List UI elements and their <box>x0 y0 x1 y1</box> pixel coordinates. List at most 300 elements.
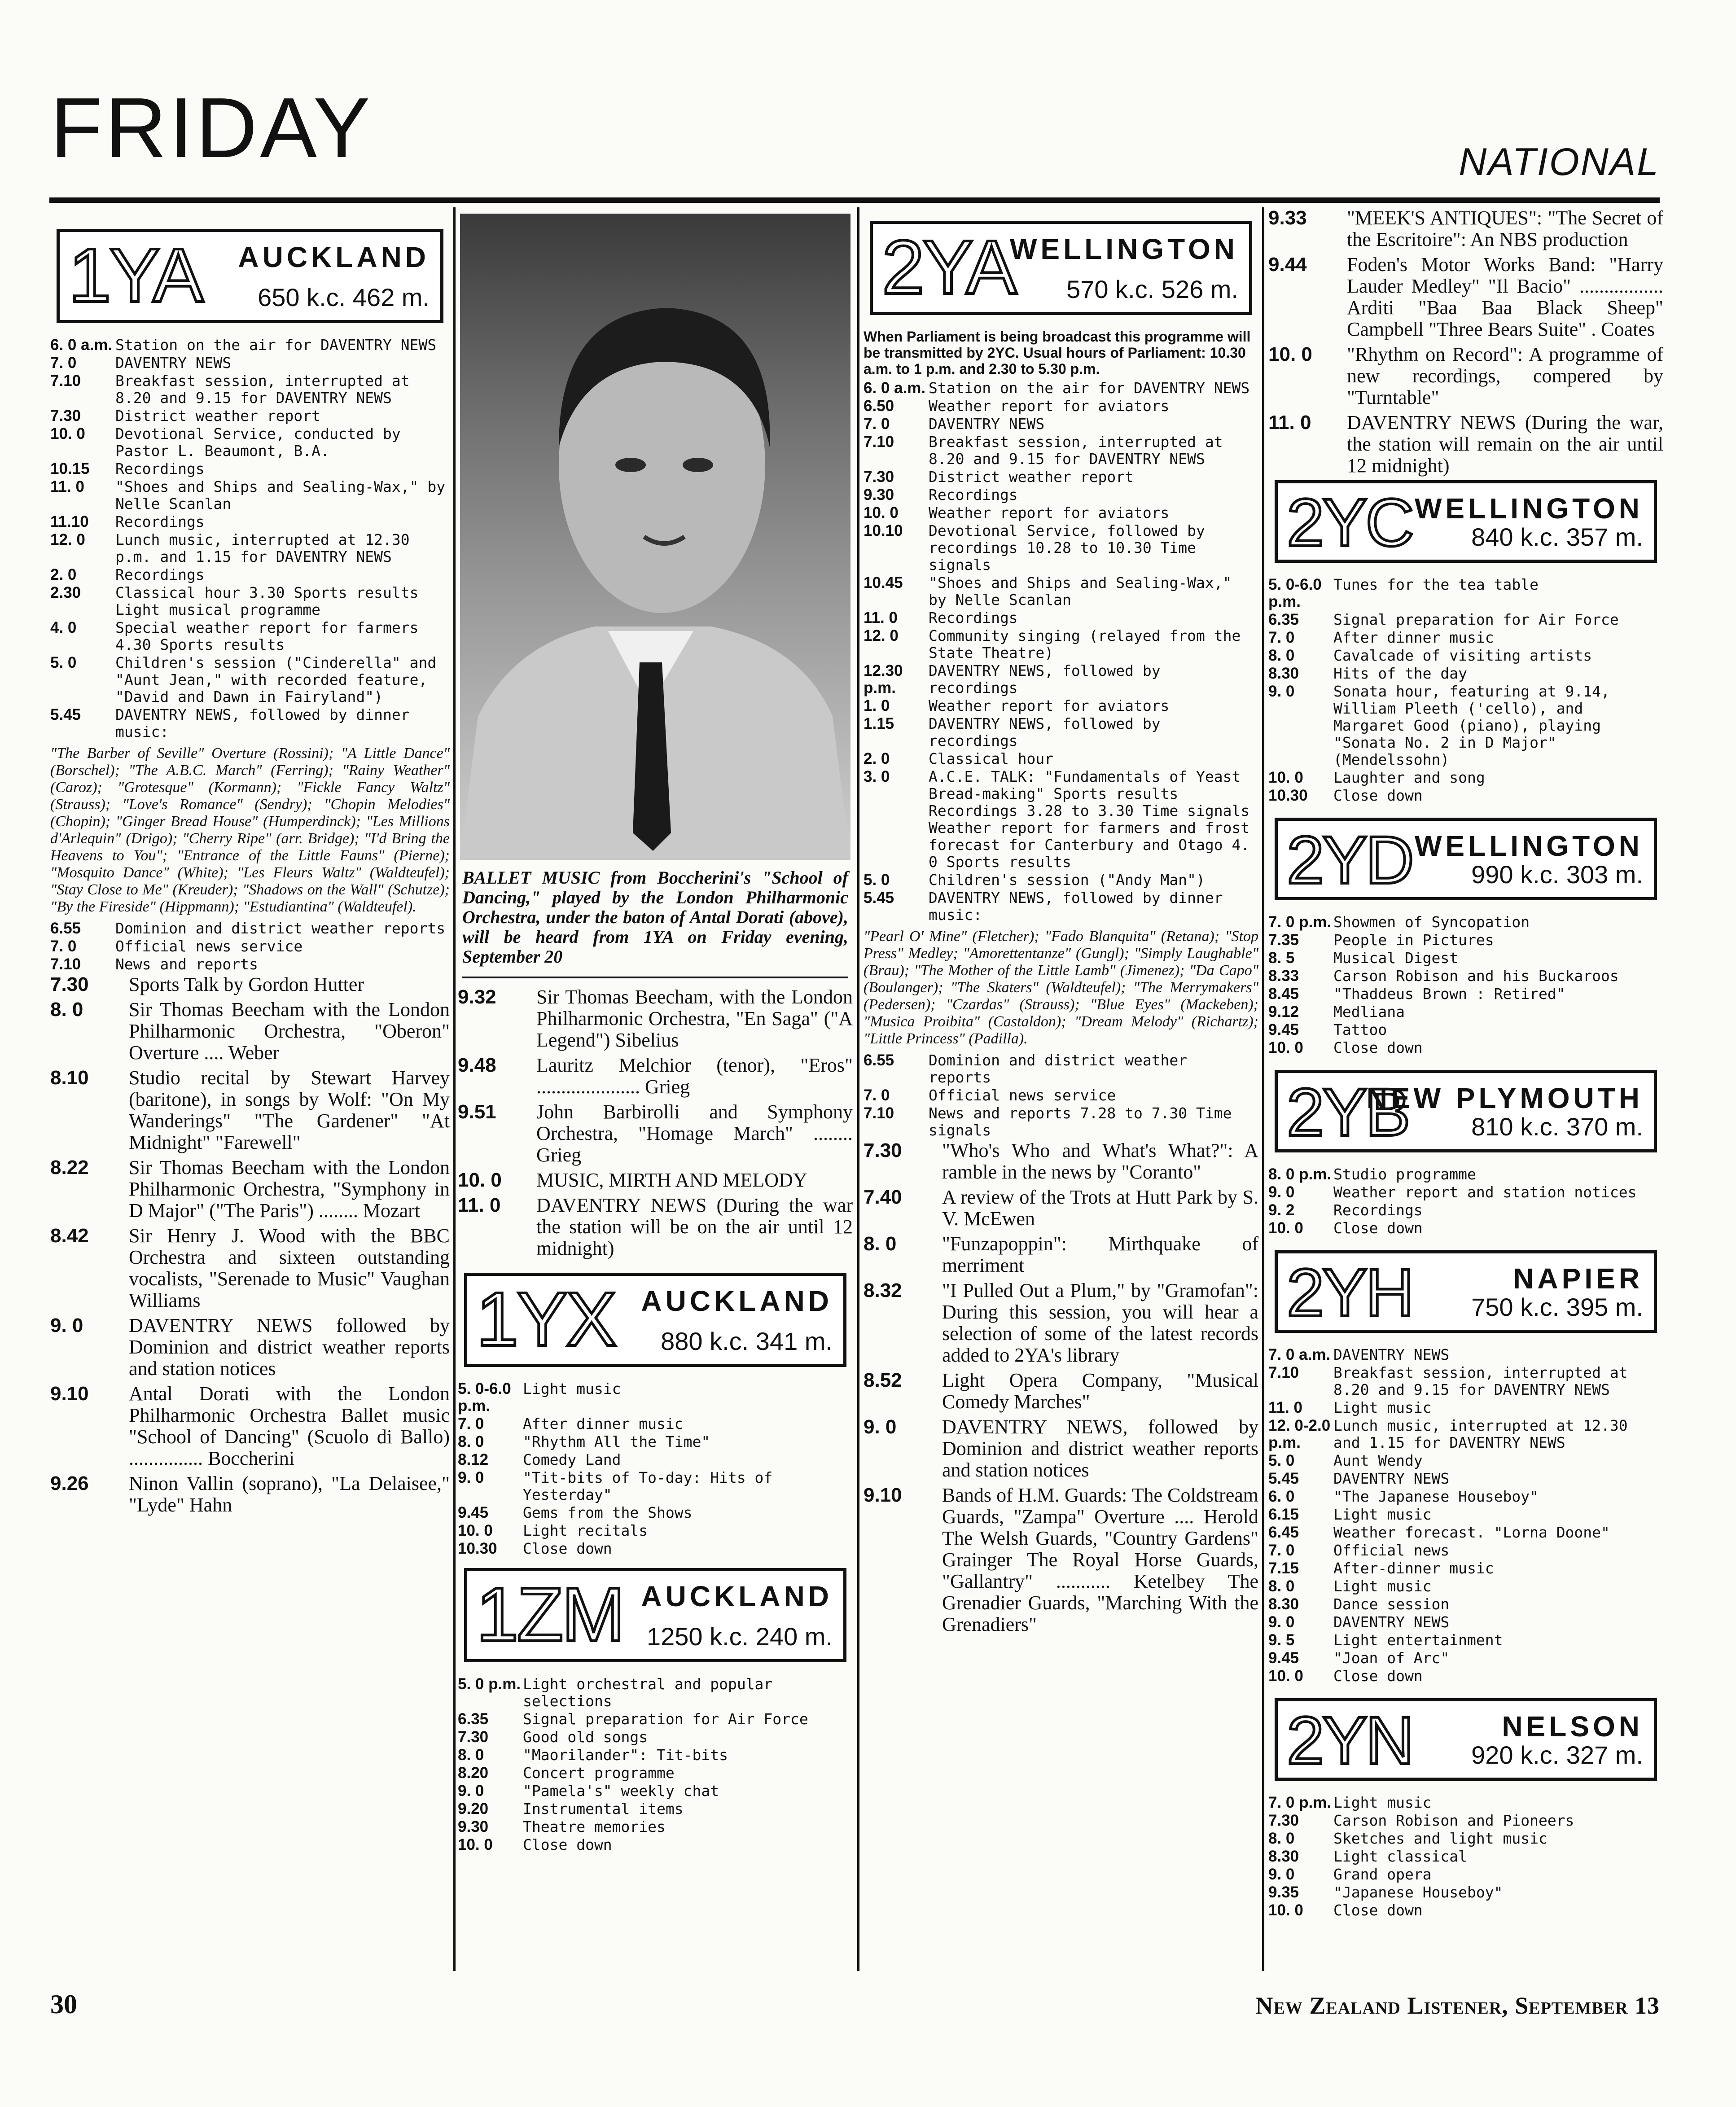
programme-description: A review of the Trots at Hutt Park by S. V. McEwen <box>942 1186 1258 1230</box>
programme-description: Weather forecast. "Lorna Doone" <box>1333 1524 1610 1541</box>
programme-description: Breakfast session, interrupted at 8.20 and 9.15 for DAVENTRY NEWS <box>1333 1364 1628 1398</box>
station-name: NAPIER <box>1513 1262 1643 1295</box>
programme-item <box>1268 611 1663 628</box>
station-box-2yd <box>1275 818 1657 900</box>
programme-time: 8.30 <box>1268 1848 1299 1865</box>
programme-time: 10.30 <box>1268 787 1308 804</box>
programme-time: 7.30 <box>458 1728 489 1746</box>
programme-item <box>1268 932 1663 949</box>
programme-time: 8. 5 <box>1268 949 1295 967</box>
programme-description: Close down <box>523 1836 612 1853</box>
programme-time: 9. 0 <box>458 1469 484 1486</box>
programme-description: Foden's Motor Works Band: "Harry Lauder Medley" "Il Bacio" ................. Arditi "Baa Baa Black Sheep" Campbell "Three Bears Suite" . Coates <box>1347 254 1663 340</box>
programme-description: DAVENTRY NEWS (During the war, the station will remain on the air until 12 midnight) <box>1347 412 1663 477</box>
column-divider <box>453 207 456 1971</box>
programme-item <box>1268 1452 1663 1469</box>
programme-item <box>1268 1866 1663 1883</box>
programme-item <box>458 1101 853 1166</box>
programme-time: 5. 0-6.0 p.m. <box>1268 576 1322 610</box>
programme-item <box>458 1195 853 1259</box>
programme-description: Recordings <box>929 609 1018 626</box>
programme-time: 10.45 <box>864 574 903 591</box>
programme-time: 8. 0 <box>1268 1577 1295 1595</box>
programme-description: Light orchestral and popular selections <box>523 1675 773 1710</box>
publication-footer: New Zealand Listener, September 13 <box>1255 1992 1660 2019</box>
station-box-2yc <box>1275 480 1657 563</box>
programme-time: 7.30 <box>864 468 894 486</box>
station-box-1ya <box>57 229 443 323</box>
programme-item <box>458 1469 853 1503</box>
programme-time: 12.30 p.m. <box>864 662 903 696</box>
station-box-2yb <box>1275 1070 1657 1152</box>
programme-description: News and reports 7.28 to 7.30 Time signals <box>929 1104 1232 1139</box>
programme-item <box>1268 1202 1663 1219</box>
programme-description: Laughter and song <box>1333 769 1485 786</box>
programme-item <box>1268 1830 1663 1847</box>
station-frequency: 920 k.c. 327 m. <box>1471 1741 1643 1769</box>
programme-time: 6.55 <box>50 920 81 937</box>
programme-description: "Maorilander": Tit-bits <box>523 1746 728 1764</box>
programme-time: 8.20 <box>458 1764 489 1782</box>
programme-item <box>864 1105 1258 1139</box>
station-name: AUCKLAND <box>641 1580 833 1612</box>
page-day-heading: FRIDAY <box>50 80 373 175</box>
programme-description: Carson Robison and his Buckaroos <box>1333 967 1619 985</box>
programme-item <box>1268 1884 1663 1901</box>
programme-time: 8. 0 <box>1268 1830 1295 1847</box>
programme-time: 9. 0 <box>1268 1183 1295 1201</box>
programme-description: Ninon Vallin (soprano), "La Delaisee," "Lyde" Hahn <box>129 1472 450 1516</box>
programme-item <box>1268 1470 1663 1487</box>
programme-list <box>1268 1166 1663 1237</box>
programme-time: 9.30 <box>864 486 894 504</box>
programme-item <box>458 1783 853 1800</box>
programme-item <box>458 1747 853 1764</box>
programme-description: Close down <box>1333 1039 1423 1056</box>
programme-time: 2. 0 <box>50 566 77 583</box>
programme-item <box>864 889 1258 924</box>
programme-item <box>864 1280 1258 1366</box>
programme-item <box>458 1433 853 1450</box>
programme-time: 5. 0 <box>864 871 890 889</box>
programme-description: DAVENTRY NEWS, followed by recordings <box>929 662 1161 696</box>
programme-time: 7. 0 <box>50 354 77 372</box>
programme-description: Breakfast session, interrupted at 8.20 and 9.15 for DAVENTRY NEWS <box>929 433 1223 468</box>
programme-time: 8. 0 p.m. <box>1268 1165 1332 1183</box>
programme-time: 8.10 <box>50 1067 89 1089</box>
programme-time: 11. 0 <box>864 609 898 626</box>
programme-item <box>1268 1668 1663 1685</box>
programme-description: Station on the air for DAVENTRY NEWS <box>929 379 1250 397</box>
programme-time: 5.45 <box>1268 1470 1299 1487</box>
programme-time: 9. 2 <box>1268 1201 1295 1219</box>
programme-time: 7.40 <box>864 1186 902 1208</box>
programme-item <box>1268 1812 1663 1829</box>
programme-time: 7. 0 <box>1268 1542 1295 1559</box>
programme-time: 7.10 <box>50 372 81 390</box>
programme-description: Sonata hour, featuring at 9.14, William Pleeth ('cello), and Margaret Good (piano), playing "Sonata No. 2 in D Major" (Mendelssohn) <box>1333 683 1610 768</box>
programme-item <box>864 1087 1258 1104</box>
programme-time: 9.10 <box>864 1484 902 1506</box>
programme-description: Classical hour 3.30 Sports results Light musical programme <box>115 584 419 618</box>
programme-time: 9.32 <box>458 986 496 1008</box>
programme-description: Theatre memories <box>523 1818 666 1835</box>
programme-list <box>50 337 450 740</box>
programme-description: Official news service <box>115 937 303 955</box>
programme-time: 10. 0 <box>1268 1219 1303 1237</box>
station-name: NELSON <box>1502 1710 1643 1743</box>
programme-description: Light music <box>1333 1577 1432 1595</box>
programme-item <box>1268 1596 1663 1613</box>
programme-item <box>458 1836 853 1853</box>
programme-item <box>1268 665 1663 682</box>
programme-time: 7.30 <box>50 407 81 425</box>
programme-item <box>864 715 1258 749</box>
programme-description: Gems from the Shows <box>523 1504 693 1521</box>
station-call-sign: 2YC <box>1287 485 1412 560</box>
column-divider <box>1262 207 1264 1971</box>
caption-rule <box>462 977 848 978</box>
programme-item <box>1268 207 1663 250</box>
column-regional <box>1268 207 1663 1920</box>
programme-description: Light entertainment <box>1333 1631 1503 1649</box>
programme-time: 9.51 <box>458 1101 496 1123</box>
programme-description: Close down <box>1333 1901 1423 1919</box>
programme-item <box>50 706 450 740</box>
dinner-music-list: "The Barber of Seville" Overture (Rossini); "A Little Dance" (Borschel); "The A.B.C. March" (Ferring); "Rainy Weather" (Caroz); "Grotesque" (Kormann); "Fickle Fancy Waltz" (Strauss); "Love's Romance" (Sendry); "Chopin Melodies" (Chopin); "Ginger Bread House" (Humperdinck); "Les Millions d'Arlequin" (Drigo); "Cherry Ripe" (arr. Bridge); "I'd Bring the Heavens to You"; "Entrance of the Little Fauns" (Pierne); "Mosquito Dance" (White); "Les Fleurs Waltz" (Waldteufel); "Stay Close to Me" (Kreuder); "Shadows on the Wall" (Schutze); "By the Fireside" (Hippmann); "Estudiantina" (Waldteufel). <box>50 745 450 915</box>
programme-description: Aunt Wendy <box>1333 1452 1423 1469</box>
programme-description: People in Pictures <box>1333 931 1494 949</box>
programme-time: 8.30 <box>1268 665 1299 682</box>
programme-time: 7. 0 p.m. <box>1268 1794 1332 1811</box>
programme-item <box>1268 647 1663 664</box>
programme-description: Lauritz Melchior (tenor), "Eros" ..................... Grieg <box>536 1054 853 1098</box>
programme-list <box>50 920 450 973</box>
programme-time: 7.30 <box>50 973 89 995</box>
programme-item <box>1268 1417 1663 1451</box>
programme-description: DAVENTRY NEWS, followed by recordings <box>929 715 1161 749</box>
programme-time: 8.45 <box>1268 985 1299 1003</box>
programme-item <box>50 355 450 372</box>
station-box-2yh <box>1275 1250 1657 1333</box>
programme-item <box>864 1187 1258 1230</box>
programme-description: Concert programme <box>523 1764 675 1782</box>
programme-item <box>50 531 450 565</box>
programme-time: 8. 0 <box>864 1233 897 1255</box>
station-call-sign: 2YB <box>1287 1074 1409 1150</box>
programme-item <box>864 398 1258 415</box>
programme-description: Recordings <box>115 566 205 583</box>
programme-time: 8. 0 <box>1268 647 1295 664</box>
programme-description: Light recitals <box>523 1522 648 1539</box>
programme-description: Sketches and light music <box>1333 1830 1547 1847</box>
programme-item <box>458 1800 853 1818</box>
programme-description: Recordings <box>929 486 1018 504</box>
programme-description: "Pamela's" weekly chat <box>523 1782 719 1800</box>
programme-item <box>864 768 1258 871</box>
programme-description: DAVENTRY NEWS followed by Dominion and district weather reports and station notices <box>129 1314 450 1380</box>
programme-description: Weather report and station notices <box>1333 1183 1637 1201</box>
programme-item <box>1268 412 1663 477</box>
programme-list <box>864 380 1258 924</box>
programme-item <box>50 1157 450 1222</box>
programme-description: "Who's Who and What's What?": A ramble in the news by "Coranto" <box>942 1139 1258 1183</box>
programme-description: Devotional Service, followed by recordings 10.28 to 10.30 Time signals <box>929 522 1205 574</box>
programme-time: 9.20 <box>458 1800 489 1818</box>
programme-description: DAVENTRY NEWS <box>1333 1613 1450 1631</box>
programme-time: 7.30 <box>1268 1812 1299 1829</box>
programme-description: Close down <box>1333 1667 1423 1685</box>
programme-item <box>1268 1794 1663 1811</box>
programme-item <box>1268 1399 1663 1416</box>
programme-time: 2.30 <box>50 584 81 601</box>
programme-description: Instrumental items <box>523 1800 684 1818</box>
programme-list <box>1268 576 1663 804</box>
programme-description: DAVENTRY NEWS <box>929 415 1045 433</box>
programme-item <box>1268 1632 1663 1649</box>
programme-description: Antal Dorati with the London Philharmonic Orchestra Ballet music "School of Dancing" (Scuolo di Ballo) ............... Boccherini <box>129 1383 450 1469</box>
station-frequency: 840 k.c. 357 m. <box>1471 523 1643 551</box>
programme-item <box>864 1140 1258 1183</box>
programme-time: 6. 0 a.m. <box>864 379 926 397</box>
programme-item <box>50 1383 450 1469</box>
programme-time: 10. 0 <box>1268 1901 1303 1919</box>
programme-description: Weather report for aviators <box>929 397 1170 415</box>
programme-item <box>864 434 1258 468</box>
programme-description: Tattoo <box>1333 1021 1387 1038</box>
programme-time: 7. 0 <box>864 1086 890 1104</box>
programme-time: 10. 0 <box>458 1522 493 1539</box>
programme-time: 9.44 <box>1268 254 1307 276</box>
programme-time: 9.48 <box>458 1054 496 1076</box>
programme-time: 8. 0 <box>458 1746 484 1764</box>
programme-description: Close down <box>523 1540 612 1557</box>
programme-time: 7. 0 <box>864 415 890 433</box>
programme-description: Sir Henry J. Wood with the BBC Orchestra and sixteen outstanding vocalists, "Serenade to Music" Vaughan Williams <box>129 1225 450 1311</box>
programme-time: 10.15 <box>50 460 90 477</box>
programme-time: 4. 0 <box>50 619 77 636</box>
programme-list <box>1268 914 1663 1056</box>
programme-item <box>50 938 450 955</box>
programme-time: 11. 0 <box>458 1194 501 1216</box>
programme-description: Recordings <box>115 460 205 477</box>
programme-time: 6.55 <box>864 1051 894 1069</box>
programme-item <box>50 619 450 653</box>
programme-description: MUSIC, MIRTH AND MELODY <box>536 1169 807 1191</box>
station-name: WELLINGTON <box>1415 830 1643 862</box>
programme-list <box>864 1052 1258 1139</box>
programme-time: 1. 0 <box>864 697 890 714</box>
programme-time: 8.42 <box>50 1225 89 1247</box>
programme-item <box>864 1233 1258 1276</box>
programme-time: 7.15 <box>1268 1559 1299 1577</box>
programme-time: 7. 0 <box>1268 629 1295 646</box>
programme-item <box>1268 1220 1663 1237</box>
programme-time: 9.12 <box>1268 1003 1299 1021</box>
column-1yа <box>50 207 450 1520</box>
programme-item <box>864 469 1258 486</box>
programme-description: Light music <box>1333 1399 1432 1416</box>
programme-item <box>1268 1488 1663 1505</box>
programme-list <box>458 1380 853 1557</box>
programme-item <box>50 372 450 407</box>
programme-item <box>1268 1578 1663 1595</box>
programme-time: 9. 0 <box>1268 1866 1295 1883</box>
portrait-image <box>460 214 850 860</box>
programme-description: Weather report for aviators <box>929 504 1170 521</box>
programme-description: Light music <box>1333 1506 1432 1523</box>
programme-time: 5.45 <box>864 889 894 907</box>
programme-item <box>50 513 450 530</box>
section-heading: NATIONAL <box>1459 140 1660 184</box>
programme-description: Good old songs <box>523 1728 648 1746</box>
dinner-music-list: "Pearl O' Mine" (Fletcher); "Fado Blanquita" (Retana); "Stop Press" Medley; "Amorettentanze" (Gungl); "Simply Laughable" (Brau); "The Mother of the Little Lamb" (Jimenez); "Da Capo" (Boulanger); "The Skaters" (Waldteufel); "The Merrymakers" (Pedersen); "Czardas" (Strauss); "Blue Eyes" (Mackeben); "Musica Proibita" (Castaldon); "Dream Melody" (Richartz); "Little Princess" (Padilla). <box>864 928 1258 1047</box>
parliament-note: When Parliament is being broadcast this programme will be transmitted by 2YC. Usual hours of Parliament: 10.30 a.m. to 1 p.m. and 2.30 to 5.30 p.m. <box>864 329 1251 377</box>
programme-time: 10. 0 <box>458 1169 502 1191</box>
programme-description: Official news service <box>929 1086 1116 1104</box>
programme-item <box>1268 1039 1663 1056</box>
programme-description: Hits of the day <box>1333 665 1468 682</box>
programme-description: Signal preparation for Air Force <box>523 1710 808 1728</box>
programme-item <box>458 1676 853 1710</box>
programme-item <box>458 1055 853 1098</box>
station-name: AUCKLAND <box>641 1285 833 1317</box>
programme-description: Cavalcade of visiting artists <box>1333 647 1592 664</box>
programme-description: Bands of H.M. Guards: The Coldstream Guards, "Zampa" Overture .... Herold The Welsh Guards, "Country Gardens" Grainger The Royal Horse Guards, "Gallantry" ........... Ketelbey The Grenadier Guards, "Marching With the Grenadiers" <box>942 1484 1258 1635</box>
programme-time: 12. 0-2.0 p.m. <box>1268 1417 1331 1451</box>
programme-time: 11. 0 <box>50 478 84 495</box>
programme-description: DAVENTRY NEWS <box>1333 1346 1450 1363</box>
programme-item <box>1268 1364 1663 1398</box>
programme-item <box>864 662 1258 696</box>
programme-time: 6.50 <box>864 397 894 415</box>
programme-item <box>864 872 1258 889</box>
programme-time: 5. 0-6.0 p.m. <box>458 1380 511 1415</box>
programme-list <box>458 1676 853 1853</box>
programme-description: "Shoes and Ships and Sealing-Wax," by Nelle Scanlan <box>929 574 1232 609</box>
programme-description: Carson Robison and Pioneers <box>1333 1812 1574 1829</box>
programme-time: 10. 0 <box>458 1836 493 1853</box>
programme-description: Light Opera Company, "Musical Comedy Marches" <box>942 1369 1258 1413</box>
programme-description: Sir Thomas Beecham with the London Philharmonic Orchestra, "Symphony in D Major" ("The Paris") ........ Mozart <box>129 1156 450 1222</box>
programme-description: John Barbirolli and Symphony Orchestra, "Homage March" ........ Grieg <box>536 1101 853 1166</box>
programme-description: Devotional Service, conducted by Pastor L. Beaumont, B.A. <box>115 425 401 460</box>
programme-time: 7. 0 p.m. <box>1268 913 1332 931</box>
station-call-sign: 1ZM <box>476 1572 623 1657</box>
evening-programme-list <box>1268 207 1663 477</box>
programme-item <box>1268 1848 1663 1865</box>
programme-item <box>1268 1650 1663 1667</box>
programme-description: "Japanese Houseboy" <box>1333 1884 1503 1901</box>
evening-programme-list <box>50 974 450 1516</box>
programme-description: "MEEK'S ANTIQUES": "The Secret of the Escritoire": An NBS production <box>1347 207 1663 250</box>
programme-time: 12. 0 <box>50 531 85 548</box>
programme-item <box>50 974 450 995</box>
programme-time: 10. 0 <box>50 425 85 442</box>
programme-time: 7.35 <box>1268 931 1299 949</box>
programme-time: 8. 0 <box>50 999 83 1021</box>
programme-time: 9.10 <box>50 1383 89 1405</box>
station-box-2yn <box>1275 1698 1657 1781</box>
programme-time: 7.10 <box>1268 1364 1299 1381</box>
programme-description: DAVENTRY NEWS (During the war the station will be on the air until 12 midnight) <box>536 1194 853 1259</box>
programme-description: Lunch music, interrupted at 12.30 and 1.15 for DAVENTRY NEWS <box>1333 1417 1628 1451</box>
programme-description: DAVENTRY NEWS, followed by Dominion and district weather reports and station notices <box>942 1416 1258 1481</box>
programme-description: After dinner music <box>1333 629 1494 646</box>
programme-item <box>1268 1560 1663 1577</box>
programme-time: 8.30 <box>1268 1595 1299 1613</box>
programme-item <box>458 1729 853 1746</box>
column-photo <box>458 207 853 1854</box>
programme-item <box>864 627 1258 661</box>
programme-description: Dance session <box>1333 1595 1450 1613</box>
programme-item <box>50 337 450 354</box>
programme-time: 9. 0 <box>458 1782 484 1800</box>
programme-item <box>1268 254 1663 340</box>
station-call-sign: 2YA <box>882 225 1015 310</box>
programme-description: Weather report for aviators <box>929 697 1170 714</box>
programme-time: 1.15 <box>864 715 894 732</box>
station-frequency: 650 k.c. 462 m. <box>258 283 430 311</box>
programme-item <box>1268 629 1663 646</box>
programme-description: Classical hour <box>929 750 1054 767</box>
programme-time: 7.10 <box>864 1104 894 1122</box>
programme-item <box>1268 1346 1663 1363</box>
programme-item <box>458 1818 853 1835</box>
programme-time: 11. 0 <box>1268 412 1311 434</box>
programme-description: Breakfast session, interrupted at 8.20 and 9.15 for DAVENTRY NEWS <box>115 372 410 407</box>
programme-time: 10.10 <box>864 522 903 539</box>
programme-description: DAVENTRY NEWS, followed by dinner music: <box>115 706 410 740</box>
programme-item <box>1268 1003 1663 1021</box>
programme-item <box>50 920 450 937</box>
column-2ya <box>864 207 1258 1639</box>
programme-time: 5. 0 p.m. <box>458 1675 521 1693</box>
station-frequency: 810 k.c. 370 m. <box>1471 1113 1643 1141</box>
programme-item <box>50 460 450 477</box>
header-rule <box>49 197 1660 203</box>
programme-item <box>50 1473 450 1516</box>
programme-description: Sir Thomas Beecham, with the London Philharmonic Orchestra, "En Saga" ("A Legend") Sibelius <box>536 986 853 1051</box>
programme-time: 9. 0 <box>1268 683 1295 700</box>
programme-description: Studio recital by Stewart Harvey (baritone), in songs by Wolf: "On My Wanderings" "The Gardener" "At Midnight" "Farewell" <box>129 1067 450 1153</box>
programme-description: Sir Thomas Beecham with the London Philharmonic Orchestra, "Oberon" Overture .... Weber <box>129 999 450 1064</box>
programme-item <box>458 986 853 1051</box>
programme-time: 10. 0 <box>1268 769 1303 786</box>
station-call-sign: 1YX <box>476 1277 615 1362</box>
programme-time: 8.22 <box>50 1156 89 1178</box>
programme-time: 9. 0 <box>50 1314 83 1336</box>
programme-description: Light music <box>523 1380 621 1397</box>
programme-description: Children's session ("Cinderella" and "Aunt Jean," with recorded feature, "David and Dawn in Fairyland") <box>115 654 437 705</box>
programme-item <box>50 999 450 1064</box>
station-name: WELLINGTON <box>1010 233 1238 265</box>
station-box-1yx <box>464 1273 846 1367</box>
programme-description: Sports Talk by Gordon Hutter <box>129 973 364 995</box>
programme-time: 9.45 <box>1268 1649 1299 1667</box>
programme-list <box>1268 1794 1663 1919</box>
programme-item <box>1268 1902 1663 1919</box>
programme-time: 6. 0 a.m. <box>50 336 113 354</box>
programme-time: 10. 0 <box>1268 1039 1303 1056</box>
programme-time: 9. 0 <box>1268 1613 1295 1631</box>
programme-description: Special weather report for farmers 4.30 Sports results <box>115 619 419 653</box>
programme-description: Medliana <box>1333 1003 1405 1021</box>
programme-time: 8. 0 <box>458 1433 484 1450</box>
programme-description: Children's session ("Andy Man") <box>929 871 1205 889</box>
portrait-photo <box>460 214 850 860</box>
programme-description: Showmen of Syncopation <box>1333 913 1530 931</box>
